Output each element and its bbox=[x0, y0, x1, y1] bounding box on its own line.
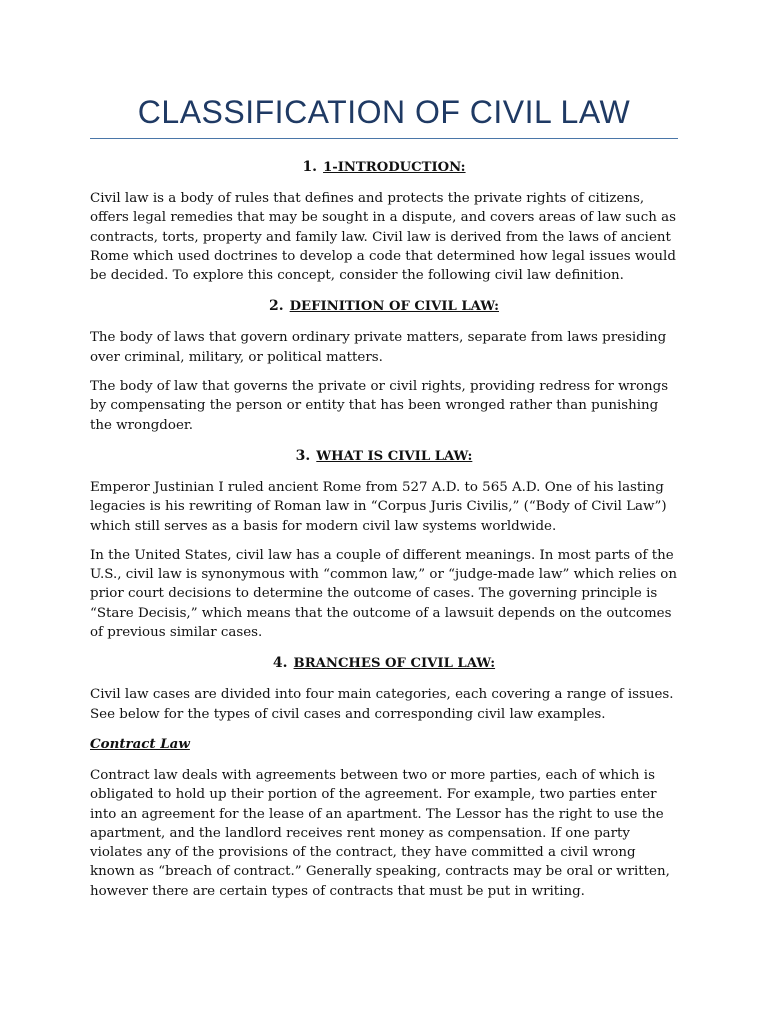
section-heading-label: 1-INTRODUCTION: bbox=[323, 160, 466, 175]
section-number: 4. bbox=[272, 655, 288, 672]
document-title: CLASSIFICATION OF CIVIL LAW bbox=[137, 94, 631, 130]
paragraph: Civil law is a body of rules that defines and protects the private rights of citizens, offers legal remedies that may be sought in a dispute, and covers areas of law such as contracts, torts, property and family law. Civil law is derived from the laws of ancient Rome which used doctrines to develop a code that determined how legal issues would be decided. To explore this concept, consider the following civil law definition. bbox=[90, 191, 677, 284]
subheading-contract-law: Contract Law bbox=[90, 735, 190, 752]
section-heading-label: BRANCHES OF CIVIL LAW: bbox=[293, 656, 496, 672]
paragraph: Civil law cases are divided into four main categories, each covering a range of issues. See below for the types of civil cases and corresponding civil law examples. bbox=[90, 687, 674, 722]
section-number: 1. bbox=[302, 159, 318, 175]
section-heading-definition bbox=[90, 295, 678, 318]
title-divider bbox=[90, 138, 678, 139]
section-heading-label: WHAT IS CIVIL LAW: bbox=[316, 448, 473, 464]
section-heading-what-is-civil-law bbox=[90, 445, 678, 468]
document-body bbox=[90, 156, 678, 911]
section-heading-label: DEFINITION OF CIVIL LAW: bbox=[289, 299, 499, 315]
section-number: 2. bbox=[269, 298, 284, 315]
paragraph: Emperor Justinian I ruled ancient Rome from 527 A.D. to 565 A.D. One of his lasting legacies is his rewriting of Roman law in “Corpus Juris Civilis,” (“Body of Civil Law”) which still serves as a basis for modern civil law systems worldwide. bbox=[90, 479, 667, 534]
section-heading-branches bbox=[90, 652, 678, 675]
section-heading-introduction bbox=[90, 156, 678, 179]
paragraph: The body of laws that govern ordinary private matters, separate from laws presiding over criminal, military, or political matters. bbox=[90, 330, 667, 365]
paragraph: Contract law deals with agreements between two or more parties, each of which is obligated to hold up their portion of the agreement. For example, two parties enter into an agreement for the lease of an apartment. The Lessor has the right to use the apartment, and the landlord receives rent money as compensation. If one party violates any of the provisions of the contract, they have committed a civil wrong known as “breach of contract.” Generally speaking, contracts may be oral or written, however there are certain types of contracts that must be put in writing. bbox=[90, 767, 670, 899]
paragraph: In the United States, civil law has a couple of different meanings. In most parts of the U.S., civil law is synonymous with “common law,” or “judge-made law” which relies on prior court decisions to determine the outcome of cases. The governing principle is “Stare Decisis,” which means that the outcome of a lawsuit depends on the outcomes of previous similar cases. bbox=[90, 547, 677, 641]
paragraph: The body of law that governs the private or civil rights, providing redress for wrongs by compensating the person or entity that has been wronged rather than punishing the wrongdoer. bbox=[90, 379, 669, 433]
section-number: 3. bbox=[295, 447, 311, 464]
